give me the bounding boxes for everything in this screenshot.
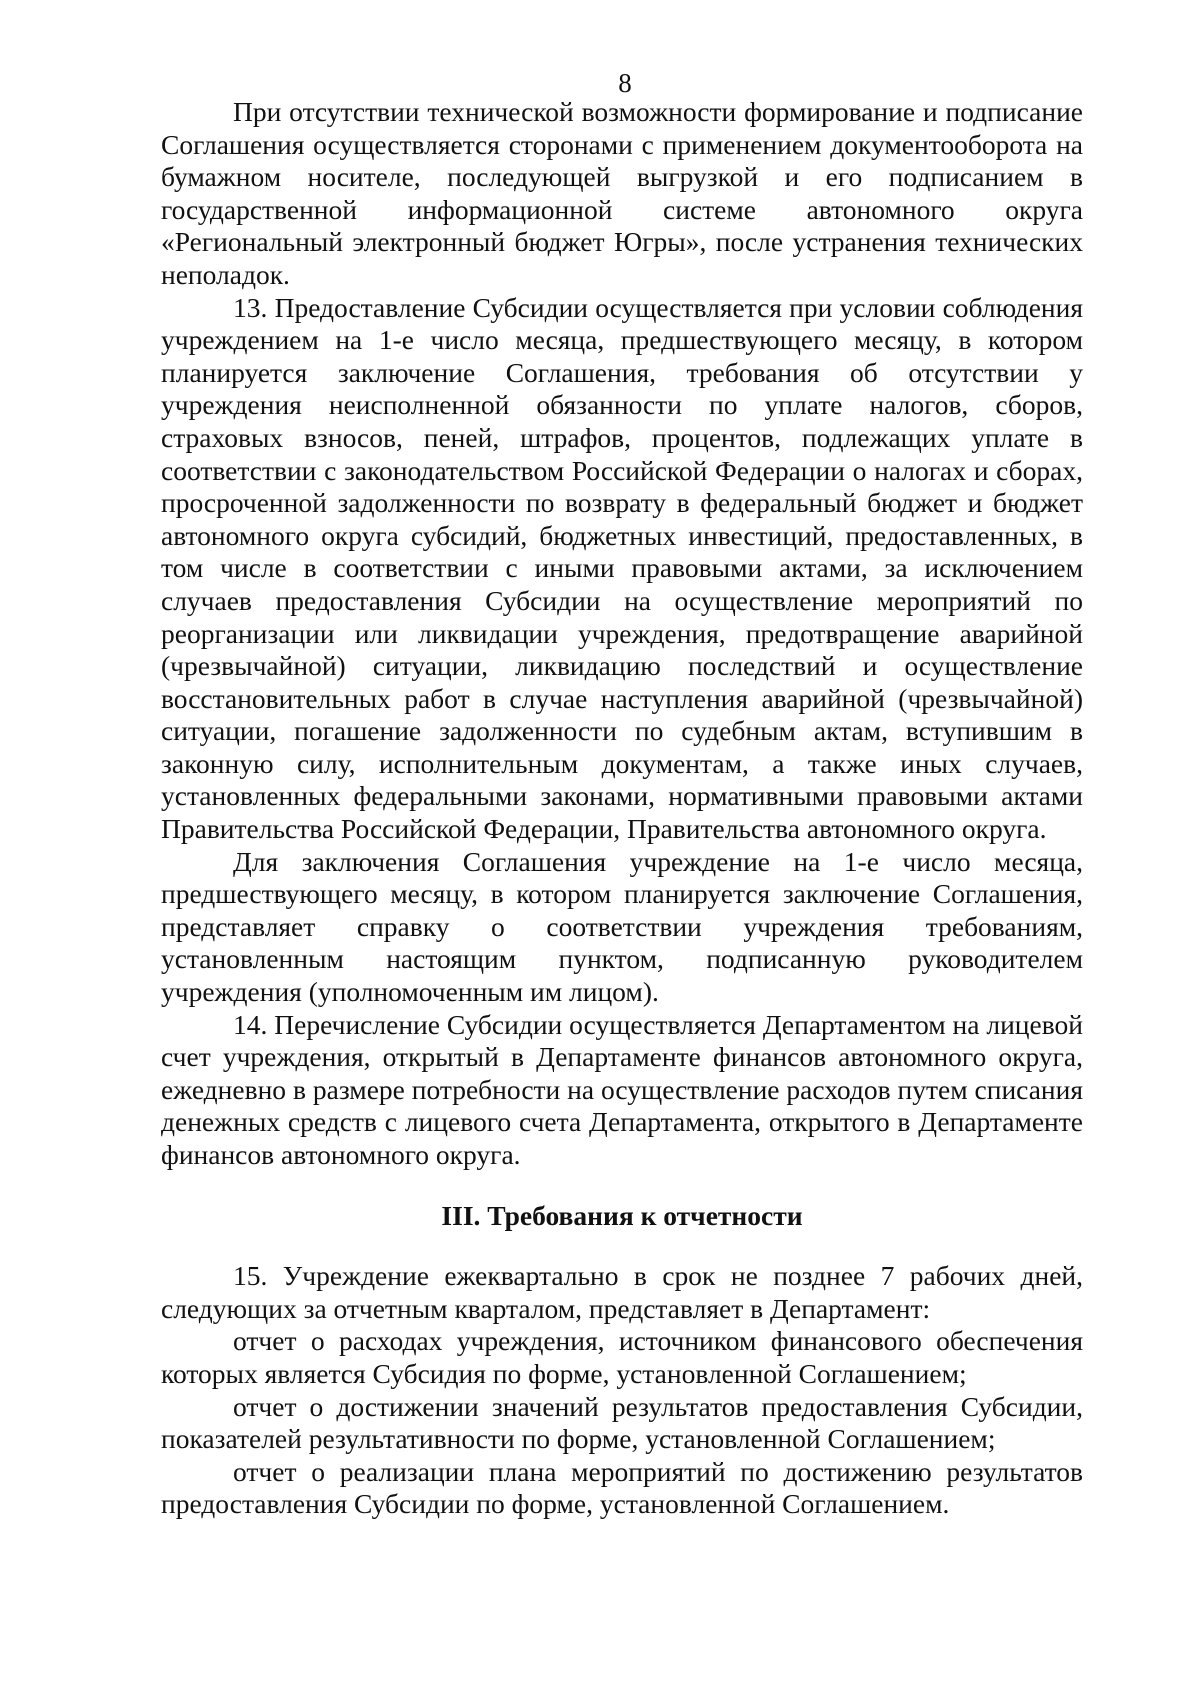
paragraph-results-report: отчет о достижении значений результатов предоставления Субсидии, показателей результативности по форме, установленной Соглашением; xyxy=(161,1390,1083,1455)
paragraph-item-13: 13. Предоставление Субсидии осуществляется при условии соблюдения учреждением на 1-е число месяца, предшествующего месяцу, в котором планируется заключение Соглашения, требования об отсутствии у учреждения неисполненной обязанности по уплате налогов, сборов, страховых взносов, пеней, штрафов, процентов, подлежащих уплате в соответствии с законодательством Российской Федерации о налогах и сборах, просроченной задолженности по возврату в федеральный бюджет и бюджет автономного округа субсидий, бюджетных инвестиций, предоставленных, в том числе в соответствии с иными правовыми актами, за исключением случаев предоставления Субсидии на осуществление мероприятий по реорганизации или ликвидации учреждения, предотвращение аварийной (чрезвычайной) ситуации, ликвидацию последствий и осуществление восстановительных работ в случае наступления аварийной (чрезвычайной) ситуации, погашение задолженности по судебным актам, вступившим в законную силу, исполнительным документам, а также иных случаев, установленных федеральными законами, нормативными правовыми актами Правительства Российской Федерации, Правительства автономного округа. xyxy=(161,291,1083,845)
paragraph-expense-report: отчет о расходах учреждения, источником финансового обеспечения которых является Субсидия по форме, установленной Соглашением; xyxy=(161,1325,1083,1389)
document-body xyxy=(161,96,1083,1521)
paragraph-action-plan-report: отчет о реализации плана мероприятий по достижению результатов предоставления Субсидии по форме, установленной Соглашением. xyxy=(161,1455,1083,1520)
paragraph-agreement-conclusion: Для заключения Соглашения учреждение на 1-е число месяца, предшествующего месяцу, в котором планируется заключение Соглашения, представляет справку о соответствии учреждения требованиям, установленным настоящим пунктом, подписанную руководителем учреждения (уполномоченным им лицом). xyxy=(161,845,1083,1008)
paragraph-item-14: 14. Перечисление Субсидии осуществляется Департаментом на лицевой счет учреждения, открытый в Департаменте финансов автономного округа, ежедневно в размере потребности на осуществление расходов путем списания денежных средств с лицевого счета Департамента, открытого в Департаменте финансов автономного округа. xyxy=(161,1008,1083,1170)
section-heading-reporting: III. Требования к отчетности xyxy=(441,1199,803,1231)
paragraph-item-15: 15. Учреждение ежеквартально в срок не позднее 7 рабочих дней, следующих за отчетным кварталом, представляет в Департамент: xyxy=(161,1260,1083,1324)
page-number: 8 xyxy=(618,68,632,98)
paragraph-no-technical-possibility: При отсутствии технической возможности формирование и подписание Соглашения осуществляется сторонами с применением документооборота на бумажном носителе, последующей выгрузкой и его подписанием в государственной информационной системе автономного округа «Региональный электронный бюджет Югры», после устранения технических неполадок. xyxy=(161,96,1083,290)
